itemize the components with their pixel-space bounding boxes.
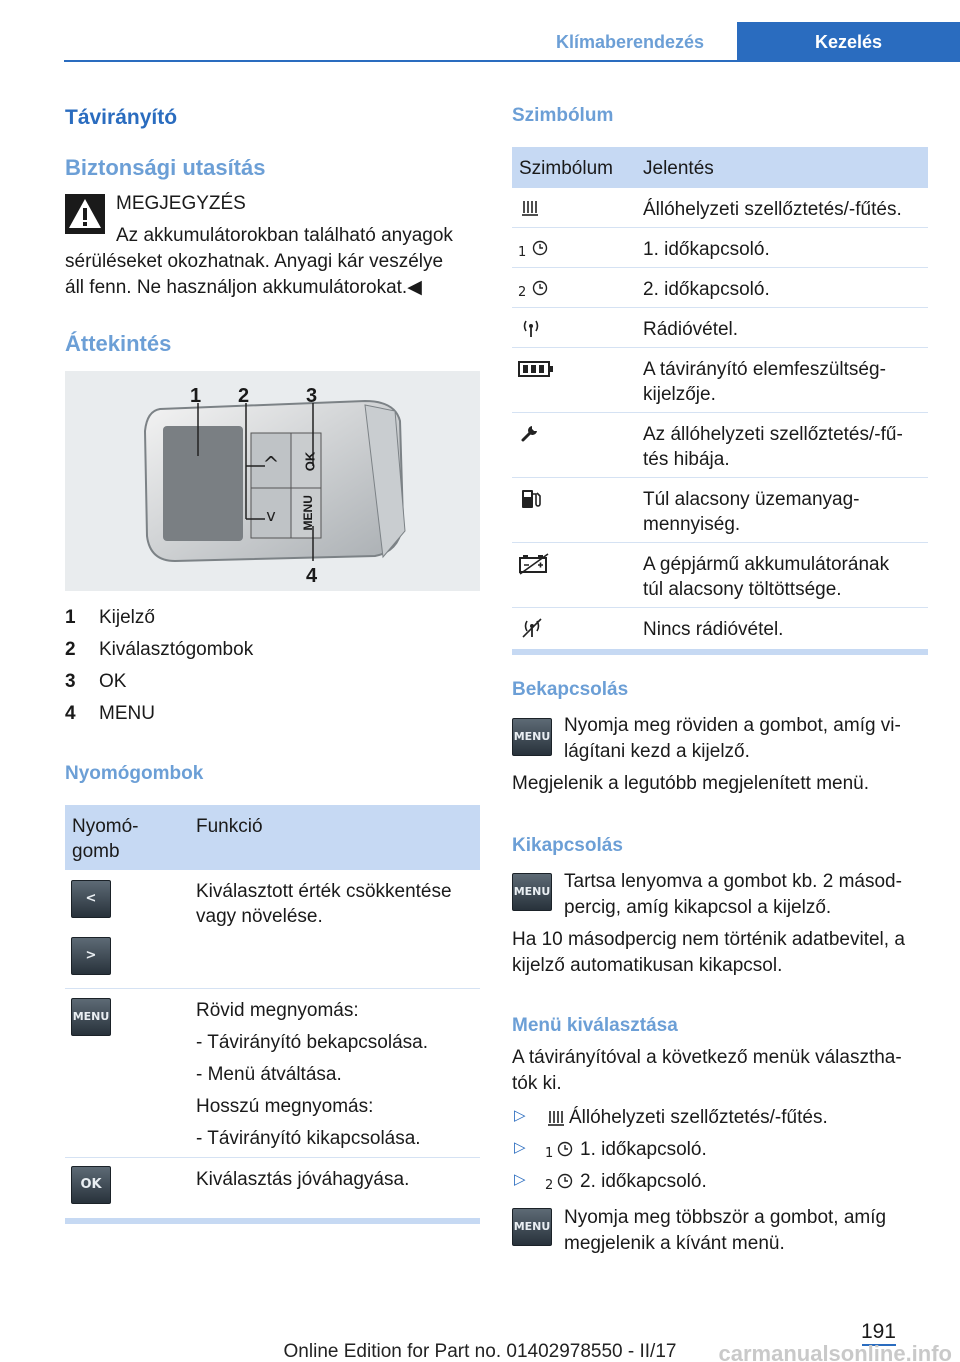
svg-text:^: ^ (262, 452, 280, 476)
edition-text: Online Edition for Part no. 01402978550 - II/17 (283, 1341, 677, 1362)
row-text: Túl alacsony üzemanyag- (643, 489, 860, 510)
col-header-meaning: Jelentés (643, 158, 714, 179)
safety-heading: Biztonsági utasítás (65, 155, 266, 180)
paragraph-line: lágítani kezd a kijelző. (564, 741, 750, 762)
heating-icon (548, 1109, 564, 1135)
list-item (512, 1106, 928, 1130)
row-text: Rövid megnyomás: (196, 1000, 359, 1021)
paragraph-line: megjelenik a kívánt menü. (564, 1233, 785, 1254)
table-row (512, 543, 928, 608)
row-text: vagy növelése. (196, 906, 323, 927)
svg-text:1: 1 (545, 1146, 554, 1160)
col-header-button: gomb (72, 841, 120, 862)
col-header-button: Nyomó- (72, 816, 139, 837)
table-row (512, 268, 928, 308)
row-text: 2. időkapcsoló. (643, 279, 770, 300)
menu-button-icon: MENU (71, 998, 111, 1036)
bullet: ▷ (514, 1139, 526, 1156)
switch-off-heading: Kikapcsolás (512, 835, 623, 856)
right-arrow-button-icon: > (71, 937, 111, 975)
bullet: ▷ (514, 1107, 526, 1124)
legend-num: 4 (65, 703, 76, 724)
note-line: áll fenn. Ne használjon akkumulátorokat.◀ (65, 277, 422, 298)
buttons-table (65, 805, 480, 1224)
row-text: A távirányító elemfeszültség- (643, 359, 886, 380)
col-header-symbol: Szimbólum (519, 158, 613, 179)
row-text: - Távirányító bekapcsolása. (196, 1032, 428, 1053)
row-text: Kiválasztás jóváhagyása. (196, 1169, 410, 1190)
list-item (512, 1138, 928, 1162)
table-row (512, 608, 928, 649)
row-text: Kiválasztott érték csökkentése (196, 881, 452, 902)
row-text: - Távirányító kikapcsolása. (196, 1128, 421, 1149)
paragraph-line: percig, amíg kikapcsol a kijelző. (564, 897, 832, 918)
timer2-icon (518, 279, 554, 307)
page-title: Távirányító (65, 106, 178, 129)
buttons-table-header (65, 805, 480, 870)
col-header-function: Funkció (196, 816, 263, 837)
table-row (65, 989, 480, 1158)
timer1-icon (518, 239, 554, 267)
svg-text:v: v (266, 506, 276, 525)
table-row (512, 413, 928, 478)
note-line: Az akkumulátorokban található anyagok (116, 225, 453, 246)
paragraph-line: Megjelenik a legutóbb megjelenített menü. (512, 773, 870, 794)
overview-heading: Áttekintés (65, 331, 172, 356)
row-text: Rádióvétel. (643, 319, 739, 340)
buttons-heading: Nyomógombok (65, 763, 204, 784)
legend-num: 2 (65, 639, 76, 660)
radio-reception-icon (520, 318, 542, 346)
page-number: 191 (860, 1320, 896, 1343)
symbols-heading: Szimbólum (512, 105, 614, 126)
timer2-icon (545, 1172, 577, 1200)
table-row (512, 228, 928, 268)
menu-button-icon: MENU (512, 718, 552, 756)
row-text: tés hibája. (643, 449, 730, 470)
table-end-rule (65, 1218, 480, 1224)
menu-button-icon: MENU (512, 873, 552, 911)
paragraph-line: Nyomja meg röviden a gombot, amíg vi- (564, 715, 901, 736)
paragraph-line: Ha 10 másodpercig nem történik adatbevitel, a (512, 929, 905, 950)
svg-text:1: 1 (518, 245, 527, 259)
legend-label: Kiválasztógombok (99, 639, 254, 660)
list-item-text: 2. időkapcsoló. (580, 1171, 707, 1192)
page-header (0, 0, 960, 62)
header-section[interactable]: Klímaberendezés (555, 32, 705, 52)
header-chapter[interactable]: Kezelés (737, 22, 960, 62)
table-row (512, 308, 928, 348)
list-item-text: 1. időkapcsoló. (580, 1139, 707, 1160)
symbols-table-header (512, 147, 928, 188)
car-battery-icon (518, 553, 550, 583)
callout-1: 1 (190, 385, 202, 407)
callout-3: 3 (306, 385, 318, 407)
callout-2: 2 (238, 385, 250, 407)
note-line: sérüléseket okozhatnak. Anyagi kár veszélye (65, 251, 444, 272)
svg-text:2: 2 (545, 1178, 554, 1192)
menu-select-heading: Menü kiválasztása (512, 1015, 678, 1036)
heating-icon (522, 199, 538, 225)
list-item-text: Állóhelyzeti szellőztetés/-fűtés. (569, 1107, 828, 1128)
fuel-pump-icon (521, 488, 541, 518)
watermark: carmanualsonline.info (718, 1341, 952, 1362)
ok-button-icon: OK (71, 1166, 111, 1204)
remote-control-figure (65, 371, 480, 591)
row-text: 1. időkapcsoló. (643, 239, 770, 260)
switch-on-heading: Bekapcsolás (512, 679, 629, 700)
table-end-rule (512, 649, 928, 655)
legend-num: 1 (65, 607, 76, 628)
row-text: mennyiség. (643, 514, 741, 535)
paragraph-line: Tartsa lenyomva a gombot kb. 2 másod- (564, 871, 902, 892)
wrench-icon (520, 423, 540, 451)
table-row (512, 348, 928, 413)
menu-button-icon: MENU (512, 1208, 552, 1246)
legend-num: 3 (65, 671, 76, 692)
paragraph-line: Nyomja meg többször a gombot, amíg (564, 1207, 887, 1228)
timer1-icon (545, 1140, 577, 1168)
battery-icon (518, 360, 554, 385)
row-text: Hosszú megnyomás: (196, 1096, 374, 1117)
paragraph-line: kijelző automatikusan kikapcsol. (512, 955, 783, 976)
row-text: kijelzője. (643, 384, 716, 405)
table-row (512, 188, 928, 228)
row-text: - Menü átváltása. (196, 1064, 342, 1085)
symbols-table (512, 147, 928, 655)
svg-text:2: 2 (518, 285, 527, 299)
warning-icon (65, 194, 105, 234)
figure-ok-label: OK (302, 451, 318, 472)
table-row (65, 1158, 480, 1218)
row-text: A gépjármű akkumulátorának (643, 554, 890, 575)
figure-menu-label: MENU (300, 495, 315, 531)
left-arrow-button-icon: < (71, 880, 111, 918)
remote-control-illustration (65, 371, 480, 591)
table-row (512, 478, 928, 543)
note-label: MEGJEGYZÉS (116, 193, 246, 214)
row-text: Nincs rádióvétel. (643, 619, 784, 640)
row-text: Az állóhelyzeti szellőztetés/-fű- (643, 424, 903, 445)
callout-4: 4 (306, 565, 318, 587)
row-text: Állóhelyzeti szellőztetés/-fűtés. (643, 199, 902, 220)
legend-label: OK (99, 671, 127, 692)
legend-label: Kijelző (99, 607, 155, 628)
bullet: ▷ (514, 1171, 526, 1188)
list-item (512, 1170, 928, 1194)
no-reception-icon (520, 618, 544, 646)
paragraph-line: A távirányítóval a következő menük választha- (512, 1047, 902, 1068)
legend-label: MENU (99, 703, 155, 724)
paragraph-line: tók ki. (512, 1073, 562, 1094)
header-rule (64, 60, 960, 62)
table-row (65, 870, 480, 989)
row-text: túl alacsony töltöttsége. (643, 579, 842, 600)
